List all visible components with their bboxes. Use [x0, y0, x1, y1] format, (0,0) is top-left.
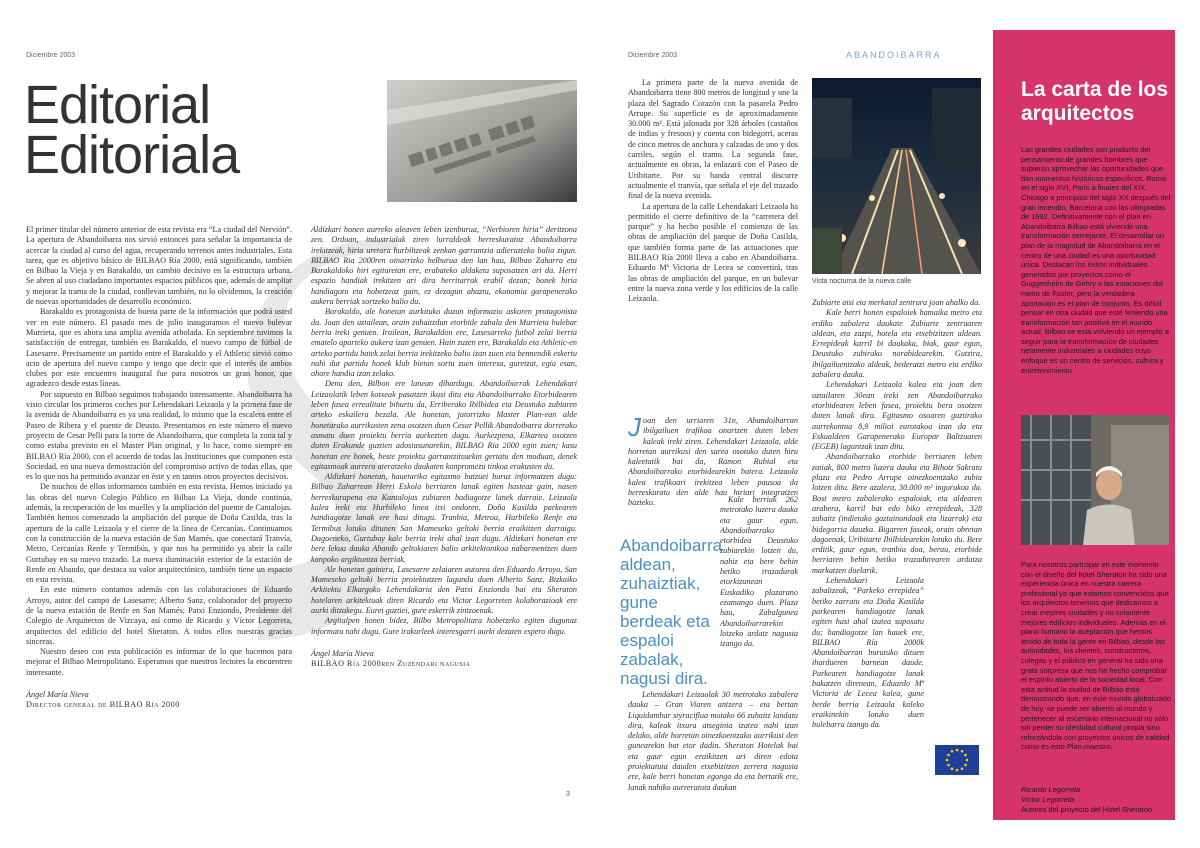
sign-photo: [387, 80, 577, 202]
paragraph: Aldizkari honen aurreko aleaven leben izenburua, “Nerbioren hiria” deritzona zen. Orduan, industrialak ziren lurraldeak berreskuratuz Abandoibarra irekitzeak, hiria uretara hurbiltzeak zenkan garrantzia adierazteko balio zigun. BILBAO Ria 2000ren oinarrizko helburua den lan hau, Bilbao Zaharra eta Barakaldoko hiri egituretan ere, erabateko aldaketa suposatzen ari da. Herri espazio handiak irekitzen ari dira herritarrak erabil dezan; bonek hiria handiagotu eta hobetzeaz gain, ez dezagun ahaztu, ekonomia garapenerako aukera berriak sortzeko balio du.: [311, 225, 577, 307]
paragraph: Barakaldo es protagonista de buena parte de la información que podrá usted ver en este número. El pasado mes de julio inauguramos el nuevo bulevar Murrieta, que es ahora una amplia avenida arbolada. En septiembre tuvimos la satisfacción de entregar, también en Barakaldo, el nuevo campo de fútbol de Lasesarre. Precisamente un partido entre el Barakaldo y el Athletic sirvió como acto de apertura del nuevo campo y tengo que decir que el interés de ambos clubes por este encuentro inaugural fue para nosotros un gran honor, que agradezco desde estas líneas.: [26, 307, 292, 389]
paragraph: Lehendakari Leizaola zabaltzeak, “Parkeko errepidea” betiko zarratu eta Doña Kasilda parkearen handiagotze lanak egiten hasi ahal izatea suposatu du; handiagotze lan hauek ere, BILBAO Ría 2000k Abandoibarran burutuko dituen ihardueren barnean daude. Parkearen handiagotze lanak bukatzen direnean, Eduardo Mª Victoria de Lecea kalea, gune berde berria Leizaola kaleko eraikinekin lotuko duen bulebarra izango da.: [812, 576, 924, 730]
architects-sidebar: [993, 30, 1175, 820]
left-date: Diciembre 2003: [26, 52, 76, 59]
signature-ricardo: Ricardo Legorreta: [1021, 785, 1081, 794]
signature-role: BILBAO Ría 2000ren Zuzendari nagusia: [311, 658, 471, 668]
architect-photo: [1021, 415, 1169, 545]
basque-col-bottom: [628, 690, 798, 793]
photo-caption: Vista nocturna de la nueva calle: [812, 278, 912, 285]
left-column-2: [311, 225, 577, 669]
title-line-2: Editoriala: [24, 125, 240, 185]
title-line-1: Editorial: [24, 75, 211, 135]
signature-role: Director general de BILBAO Ría 2000: [26, 700, 180, 710]
eu-flag-icon: [935, 745, 979, 775]
paragraph: Dena den, Bilbon ere lanean dihardugu. Abandoibarrak Lehendakari Leizaolatik leben kotxeak pasatzen ikusi ditu eta Abandoibarrako Etorbidearen leben fasea errealitate bihurtu da, Erriberako Ibilbidea eta Deustuko zubiaren arteko eskailera bezala. Ale honetan, jatorrizko Master Plan-ean alde honetarako aurrikusten zena osotzen duen Cesar Pellik Abandoibarra dorrerako asmatu duen proiektu berria aurkezten dugu. Aurkezpena, Elkartea osotzen duten Erakunde guztien adostasunarekin, BILBAO Ria 2000 egin zuen; kasu honetan ere bonek, beste proiektu garrantzitsuekin gertatu den moduan, denek egitasmoak aurrera ateratzeko daukaten konpromezu tinkoa erakusten du.: [311, 379, 577, 471]
paragraph: Argitalpen honen bidez, Bilbo Metropolitara hobetzeko egiten dugunaz informatu nahi dugu. Gure irakurleek interesgarri aurki dezaten espero dugu.: [311, 616, 577, 636]
paragraph: De muchos de ellos informamos también en esta revista. Hemos iniciado ya las obras del nuevo Colegio Público en Bilbao La Vieja, donde continúa, además, la recuperación de los muelles y la ampliación del puente de Cantalojas. También hemos comenzado la ampliación del parque de Doña Casilda, tras la apertura de la calle Leizaola y el cierre de la línea de Cercanías. Continuamos con la construcción de la nueva estación de San Mamés, que conectará Tranvía, Metro, Cercanías Renfe y Termibús, y que nos ha permitido ya abrir la calle Gurtubay en su nuevo trazado. La nueva iluminación exterior de la estación de Renfe en Abando, que destaca su valor arquitectónico, también tiene un espacio en esta revista.: [26, 482, 292, 585]
architect-illustration: [1021, 415, 1169, 545]
signature-name: Ángel María Nieva: [26, 690, 89, 700]
paragraph: La apertura de la calle Lehendakari Leizaola ha permitido el cierre definitivo de la “carretera del parque” y ha hecho posible el comienzo de las obras de ampliación del parque de Doña Casilda, que también forma parte de las actuaciones que BILBAO Ría 2000 lleva a cabo en Abandoibarra. Eduardo Mª Victoria de Lecea se convertirá, tras las obras de ampliación del parque, en un bulevar entre la nueva zona verde y los edificios de la calle Leizaola.: [628, 201, 798, 304]
signature-role: Autores del proyecto del Hotel Sheraton: [1021, 805, 1153, 814]
paragraph: En este número contamos además con las colaboraciones de Eduardo Arroyo, autor del campo de Lasesarre; Alberto Sanz, colaborador del proyecto de la nueva estación de Renfe en San Mamés; Patxi Enziondo, Presidente del Colegio de Arquitectos de Vizcaya, así como de Ricardo y Víctor Legorreta, arquitectos del edificio del hotel Sheraton. A todos ellos nuestras gracias sinceras.: [26, 585, 292, 646]
page-number: 3: [566, 791, 570, 798]
right-column-3: [812, 298, 982, 730]
paragraph: La primera parte de la nueva avenida de Abandoibarra tiene 800 metros de longitud y une la plaza del Sagrado Corazón con la pasarela Pedro Arrupe. Su superficie es de aproximadamente 30.000 m². Está jalonada por 328 árboles (castaños de indias y fresnos) y cuenta con bidegorri, aceras de cinco metros de anchura y calzadas de uno y dos carriles, según el tramo. La segunda fase, actualmente en obras, la enlazará con el Paseo de Uribitarte. Por su banda central discurre actualmente el tranvía, que señala el eje del trazado final de la nueva avenida.: [628, 78, 798, 201]
paragraph: Zubiarte aisi eta merkatal zentrura joan ahalko da.: [812, 298, 981, 307]
paragraph: El primer titular del número anterior de esta revista era “La ciudad del Nervión”. La apertura de Abandoibarra nos sirvió entonces para señalar la importancia de acercar la ciudad al curso del agua, recuperando terrenos antes industriales. Esta tarea, que es objetivo básico de BILBAO Ría 2000, está significando, también en Bilbao la Vieja y en Barakaldo, un cambio decisivo en la estructura urbana. Se abren al uso ciudadano importantes espacios públicos que, además de ampliar y mejorar la trama de la ciudad, conllevan también, no lo olvidemos, la creación de nuevas oportunidades de desarrollo económico.: [26, 225, 292, 307]
drop-cap: J: [628, 412, 641, 442]
sidebar-text-1: Las grandes ciudades son producto del pensamiento de grandes hombres que supieron aprovechar las oportunidades que dan momentos históricos específicos. Roma en el siglo XVI, París a finales del XIX, Chicago a principios del siglo XX después del gran incendio, Barcelona con las olimpiadas de 1992. Definitivamente con el plan en Abandoibarra Bilbao está viviendo una transformación semejante. El desarrollar un plan de la magnitud de Abandoibarra en el centro de una ciudad es una oportunidad única. Destacan los éxitos individuales generados por proyectos como el Guggenheim de Gehry o las estaciones del metro de Foster, pero la verdadera aportación es el plan de conjunto. Es difícil pensar en otra ciudad que esté teniendo una transformación tan positiva en el mundo actual, Bilbao se está volviendo un ejemplo a seguir para la transformación de ciudades netamente industriales a ciudades cuyo enfoque es un centro de servicios, cultura y entretenimiento.: [1021, 145, 1171, 375]
stone-sign-illustration: [387, 80, 577, 202]
intro-text: oan den urriaren 31n, Abandoibarran ibilgailuen trafikoa onartzen duten leben kaleak ireki ziren. Lehendakari Leizaola, alde horretan aurrikusi den sarea osotuko duten hiru kaleetatik bat da, Ramon Rubial eta Abandoibarrako etorbidearekin batera. Leizaola kalea trafikoari irekitzea leben pausoa da berreskuratu den alde hau hiriari integratzen bazteko.: [628, 416, 798, 508]
basque-col-narrow: [720, 495, 798, 649]
paragraph: Nuestro deseo con esta publicación es informar de lo que hacemos para mejorar el Bilbao Metropolitano. Esperamos que nuestros lectores la encuentren interesante.: [26, 647, 292, 677]
paragraph: Ale honetan gainera, Lasesarre zelaiaren autorea den Eduardo Arroyo, San Mameseko geltoki berria proiektatzen lagundu duen Alberto Sanz, Bizkaiko Arkitektu Elkargoko Lehendakaria den Patxi Enziondo bai eta Sheraton hotelaren arkitektuak diren Ricardo eta Victor Legorreten kolaborazioak ere aurki ditzakegu. Eurei guztiei, gure eskerrik zintzoenak.: [311, 564, 577, 615]
editorial-title: [24, 75, 364, 185]
paragraph: Lehendakari Leizaolak 30 metrotako zabalera dauka – Gran Viaren antzera – eta bertan Liquidambar styraciflua motako 66 zuhaitz landatu dira, kaleak itxura atseginia izatea nahi izan delako, alde horretan oinezkoentzako aurrikusi den gunearekin bat etor dadin. Sheraton Hotelak bai eta gaur egun eraikitzen ari diren edota proiektatuta dauden etxebizitzen zerrera nagusia ere, kale berri honetan egongo da eta bertatik ere, lanak nahiko aurreratuta daukan: [628, 690, 798, 792]
paragraph: Kale berriak 262 metrotako luzera dauka eta gaur egun, Abandoibarrako etorbidea Deustuko zubiarekin lotzen du, nahiz eta bere behin betiko trazadurak etorkizunean Euskadiko plazarano ezamango duen. Plaza hau, Zabalgunea Abandoibarrarekin lotzeko ardatz nagusia izango da.: [720, 495, 798, 649]
paragraph: Aldizkari honetan, hauetariko egitasmo batzuei buruz informatzen dugu: Bilbao Zaharrean Herri Eskola berriaren lanak egiten hasteaz gain, nasen berreskurapena eta Kantalojas zubiaren badiagotze lanek darraie. Leizaola kalea ireki eta Hurbileko linea itxi ondoren, Doña Kasilda parkearen handiagotze lanak ere hasi ditugu. Tranbia, Metroa, Hurbileko Renfe eta Termibus lotuko ditunen San Mameseko geltoki berria eraikitzen darraigu. Dagoeneko, Gurtubay kale berria ireki ahal izan dugu. Aldizkari honetan ere bere lekua dauka Abando geltokiaren balio arkitektonikoa nabarmentzen duen kanpoko argiktuntza berriak.: [311, 472, 577, 564]
sidebar-text-2: Para nosotros participar en este momento con el diseño del hotel Sheraton ha sido una experiencia única en nuestra carrera profesional ya que estamos convencidos que los arquitectos tenemos que dedicarnos a crear mejores ciudades y no solamente mejores edificios individuales. Además en el plano humano la aceptación que hemos tenido de toda la gente en Bilbao, desde las autoridades, los clientes, constructores, colegas y el público en general ha sido una grata sorpresa que nos ha hecho comprobar el espíritu abierto de la sociedad local. Con esta actitud la ciudad de Bilbao está demostrando que, en este mundo globalizado de hoy, se puede ser abierto al mundo y pertenecer al escenario internacional no sólo sin perder su identidad cultural propia sino reforzándola con proyectos únicos de calidad como es este Plan maestro.: [1021, 560, 1171, 752]
night-street-illustration: [812, 78, 981, 274]
paragraph: Lehendakari Leizaola kalea eta joan den uztailaren 30ean ireki zen Abandoibarrako etorbidearen leben fasea, proiektu bera osotzen duten lanak dira. Egitasmo osoaren guztirako aurrekontua 8,9 milioi eurotakoa izan da eta Eskualdeen Garapenerako Europar Baltzuaren (EGEB) laguntzak izan ditu.: [812, 380, 982, 452]
sidebar-title: La carta de los arquitectos: [1021, 78, 1169, 125]
right-column-1: [628, 78, 798, 305]
paragraph: Por supuesto en Bilbao seguimos trabajando intensamente. Abandoibarra ha visto circular los primeros coches por Lehendakari Leizaola y la primera fase de la avenida de Abandoibarra es ya una realidad, lo mismo que la escalera entre el Paseo de Ribera y el puente de Deusto. Presentamos en este número el nuevo proyecto de Cesar Pelli para la torre de Abandoibarra, que completa la zona tal y como estaba previsto en el Master Plan original, y lo hace, como siempre en BILBAO Ría 2000, con el acuerdo de todas las Instituciones que componen esta Sociedad, en una nueva demostración del compromiso activo de todas ellas, que es lo que nos ha permitido avanzar en éste y en tantos otros proyectos decisivos.: [26, 389, 292, 482]
signature-name: Ángel María Nieva: [311, 648, 374, 658]
left-column-1: [26, 225, 292, 710]
night-street-photo: [812, 78, 981, 274]
paragraph: Kale berri honen espaloiek hamaika metro eta erdiko zabalera daukate Zubiarte zentruaren aldean, eta zazpi, hotela eta etxebizitzen aldean. Errepideak karril bi daukaka, biak, gaur egun, Deustuko zubirako norabidearekin. Gutzira, ibilgailuentzako aldeak, bederatzi metro eta erdiko zabalera dauka.: [812, 308, 982, 380]
right-date: Diciembre 2003: [628, 52, 678, 59]
section-brand: ABANDOIBARRA: [846, 50, 942, 60]
paragraph: Barakaldo, ale honetan aurkituko duzun informazio askoren protagonista da. Joan den uztailean, orain zuhaitzdun etorbide zabala den Murrieta bulebar berria ireki genuen. Irailean, Barakaldon ere, Lasesarreko futbol zelai berria ematelo aparteko aukera izan genuen. Hain zuzen ere, Barakaldo eta Athletic-en arteko partidu batek zelai berria irekitzeko balio izan zuen eta bennendik eskertu nahi dut partidu honek klub bietan sortu zuen interesa, guretzat, egia esan, ohore handia izan zelako.: [311, 307, 577, 379]
signature-victor: Víctor Legorreta: [1021, 795, 1074, 804]
paragraph: Abandoibarrako etorbide berriaren leben zatiak, 800 metro luzera dauka eta Bihotz Sakratu plaza eta Pedro Arrupe oinezkoentzako zubia lotzen ditu. Bere azalera, 30.000 m² ingurukoa da. Bost metro zabalerako espaloiak, eta aldearen arabera, karril bat edo biko errepideak, 328 zuhaitz (indietako gaztainondoak eta lizarrak) eta bidegorria dauzka. Bigarren faseak, orain obretan dagoenak, Uribitarte Ibilbidearekin lotuko du. Bere erditik, gaur egun, tranbia doa, berau, etorbide berriaren behin betiko trazadurearen ardatza markatzen duelarik.: [812, 452, 982, 575]
pull-quote: Abandoibarra aldean, zuhaiztiak, gune berdeak eta espaloi zabalak, nagusi dira.: [620, 536, 723, 688]
